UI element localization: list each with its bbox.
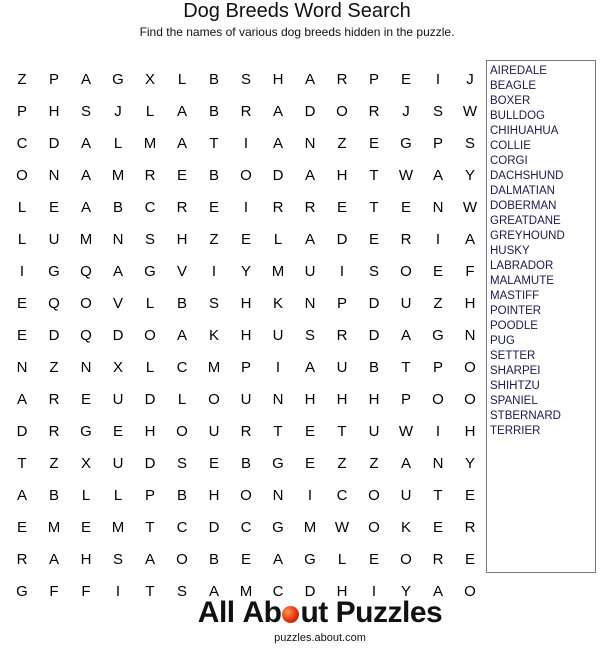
grid-letter[interactable]: M bbox=[143, 134, 157, 152]
word-list-item: SPANIEL bbox=[490, 395, 538, 407]
grid-letter[interactable]: O bbox=[464, 358, 476, 376]
grid-letter[interactable]: I bbox=[243, 134, 249, 152]
word-list-item: CHIHUAHUA bbox=[490, 125, 559, 137]
grid-letter[interactable]: B bbox=[112, 198, 123, 216]
grid-letter[interactable]: R bbox=[336, 326, 348, 344]
grid-letter[interactable]: E bbox=[368, 134, 379, 152]
grid-letter[interactable]: A bbox=[304, 166, 315, 184]
grid-letter[interactable]: H bbox=[272, 70, 284, 88]
grid-letter[interactable]: O bbox=[368, 486, 380, 504]
grid-letter[interactable]: D bbox=[368, 294, 380, 312]
grid-letter[interactable]: U bbox=[112, 454, 124, 472]
grid-letter[interactable]: I bbox=[211, 262, 217, 280]
grid-letter[interactable]: D bbox=[144, 454, 156, 472]
grid-letter[interactable]: P bbox=[48, 70, 59, 88]
grid-letter[interactable]: K bbox=[400, 518, 411, 536]
grid-letter[interactable]: T bbox=[145, 582, 155, 600]
grid-letter[interactable]: I bbox=[115, 582, 121, 600]
word-list-item: DOBERMAN bbox=[490, 200, 557, 212]
grid-letter[interactable]: H bbox=[464, 422, 476, 440]
grid-letter[interactable]: E bbox=[16, 518, 27, 536]
grid-letter[interactable]: R bbox=[240, 102, 252, 120]
grid-letter[interactable]: Z bbox=[369, 454, 379, 472]
grid-letter[interactable]: F bbox=[49, 582, 59, 600]
grid-letter[interactable]: A bbox=[304, 70, 315, 88]
grid-letter[interactable]: E bbox=[432, 518, 443, 536]
grid-letter[interactable]: N bbox=[304, 294, 316, 312]
word-list-item: LABRADOR bbox=[490, 260, 554, 272]
grid-letter[interactable]: A bbox=[16, 486, 27, 504]
grid-letter[interactable]: U bbox=[400, 486, 412, 504]
grid-letter[interactable]: C bbox=[240, 518, 252, 536]
grid-letter[interactable]: R bbox=[16, 550, 28, 568]
grid-letter[interactable]: C bbox=[336, 486, 348, 504]
grid-letter[interactable]: O bbox=[464, 390, 476, 408]
grid-letter[interactable]: A bbox=[80, 166, 91, 184]
grid-letter[interactable]: Z bbox=[49, 454, 59, 472]
grid-letter[interactable]: D bbox=[336, 230, 348, 248]
grid-letter[interactable]: C bbox=[16, 134, 28, 152]
grid-letter[interactable]: U bbox=[48, 230, 60, 248]
grid-letter[interactable]: U bbox=[304, 262, 316, 280]
grid-letter[interactable]: E bbox=[432, 262, 443, 280]
grid-letter[interactable]: O bbox=[240, 486, 252, 504]
grid-letter[interactable]: A bbox=[176, 102, 187, 120]
grid-letter[interactable]: S bbox=[112, 550, 123, 568]
grid-letter[interactable]: S bbox=[432, 102, 443, 120]
grid-letter[interactable]: Y bbox=[240, 262, 251, 280]
grid-letter[interactable]: R bbox=[304, 198, 316, 216]
red-ball-icon bbox=[282, 606, 299, 623]
grid-letter[interactable]: O bbox=[176, 550, 188, 568]
grid-letter[interactable]: U bbox=[208, 422, 220, 440]
grid-letter[interactable]: N bbox=[304, 134, 316, 152]
grid-letter[interactable]: D bbox=[368, 326, 380, 344]
grid-letter[interactable]: C bbox=[144, 198, 156, 216]
grid-letter[interactable]: E bbox=[240, 230, 251, 248]
grid-letter[interactable]: G bbox=[272, 518, 284, 536]
grid-letter[interactable]: O bbox=[80, 294, 92, 312]
grid-letter[interactable]: H bbox=[240, 294, 252, 312]
grid-letter[interactable]: A bbox=[304, 230, 315, 248]
grid-letter[interactable]: A bbox=[272, 102, 283, 120]
grid-letter[interactable]: P bbox=[16, 102, 27, 120]
grid-letter[interactable]: Q bbox=[80, 262, 92, 280]
grid-letter[interactable]: N bbox=[48, 166, 60, 184]
grid-letter[interactable]: A bbox=[432, 166, 443, 184]
grid-letter[interactable]: A bbox=[112, 262, 123, 280]
grid-letter[interactable]: H bbox=[464, 294, 476, 312]
grid-letter[interactable]: B bbox=[208, 70, 219, 88]
grid-letter[interactable]: C bbox=[272, 582, 284, 600]
grid-letter[interactable]: A bbox=[144, 550, 155, 568]
grid-letter[interactable]: D bbox=[144, 390, 156, 408]
grid-letter[interactable]: T bbox=[337, 422, 347, 440]
grid-letter[interactable]: D bbox=[304, 102, 316, 120]
word-list-item: GREATDANE bbox=[490, 215, 561, 227]
grid-letter[interactable]: A bbox=[400, 454, 411, 472]
grid-letter[interactable]: A bbox=[176, 326, 187, 344]
grid-letter[interactable]: N bbox=[464, 326, 476, 344]
grid-letter[interactable]: B bbox=[208, 102, 219, 120]
grid-letter[interactable]: I bbox=[435, 422, 441, 440]
grid-letter[interactable]: X bbox=[80, 454, 91, 472]
grid-letter[interactable]: G bbox=[16, 582, 28, 600]
grid-letter[interactable]: U bbox=[240, 390, 252, 408]
grid-letter[interactable]: O bbox=[176, 422, 188, 440]
grid-letter[interactable]: H bbox=[336, 390, 348, 408]
grid-letter[interactable]: D bbox=[112, 326, 124, 344]
grid-letter[interactable]: E bbox=[368, 230, 379, 248]
grid-letter[interactable]: E bbox=[336, 198, 347, 216]
grid-letter[interactable]: R bbox=[240, 422, 252, 440]
grid-letter[interactable]: Z bbox=[337, 134, 347, 152]
grid-letter[interactable]: T bbox=[369, 198, 379, 216]
word-list-item: DALMATIAN bbox=[490, 185, 555, 197]
grid-letter[interactable]: M bbox=[239, 582, 253, 600]
grid-letter[interactable]: X bbox=[112, 358, 123, 376]
grid-letter[interactable]: E bbox=[400, 70, 411, 88]
grid-letter[interactable]: I bbox=[275, 358, 281, 376]
word-list-item: MASTIFF bbox=[490, 290, 540, 302]
grid-letter[interactable]: Z bbox=[337, 454, 347, 472]
word-list-item: BEAGLE bbox=[490, 80, 537, 92]
grid-letter[interactable]: S bbox=[208, 294, 219, 312]
grid-letter[interactable]: L bbox=[113, 486, 123, 504]
grid-letter[interactable]: S bbox=[304, 326, 315, 344]
grid-letter[interactable]: H bbox=[208, 486, 220, 504]
grid-letter[interactable]: A bbox=[80, 198, 91, 216]
grid-letter[interactable]: I bbox=[371, 582, 377, 600]
grid-letter[interactable]: M bbox=[303, 518, 317, 536]
logo-text-puzzles: Puzzles bbox=[335, 596, 443, 629]
grid-letter[interactable]: A bbox=[176, 134, 187, 152]
grid-letter[interactable]: J bbox=[402, 102, 410, 120]
grid-letter[interactable]: R bbox=[464, 518, 476, 536]
grid-letter[interactable]: E bbox=[80, 518, 91, 536]
grid-letter[interactable]: Q bbox=[48, 294, 60, 312]
grid-letter[interactable]: M bbox=[111, 166, 125, 184]
grid-letter[interactable]: Y bbox=[464, 454, 475, 472]
grid-letter[interactable]: P bbox=[400, 390, 411, 408]
word-list-item: SETTER bbox=[490, 350, 536, 362]
grid-letter[interactable]: M bbox=[111, 518, 125, 536]
grid-letter[interactable]: D bbox=[272, 166, 284, 184]
grid-letter[interactable]: Y bbox=[464, 166, 475, 184]
grid-letter[interactable]: O bbox=[240, 166, 252, 184]
grid-letter[interactable]: E bbox=[176, 166, 187, 184]
grid-letter[interactable]: P bbox=[368, 70, 379, 88]
grid-letter[interactable]: A bbox=[400, 326, 411, 344]
grid-letter[interactable]: E bbox=[400, 198, 411, 216]
grid-letter[interactable]: U bbox=[272, 326, 284, 344]
grid-letter[interactable]: E bbox=[16, 326, 27, 344]
grid-letter[interactable]: W bbox=[462, 198, 478, 216]
grid-letter[interactable]: H bbox=[368, 390, 380, 408]
grid-letter[interactable]: A bbox=[432, 582, 443, 600]
grid-letter[interactable]: S bbox=[144, 230, 155, 248]
grid-letter[interactable]: E bbox=[304, 422, 315, 440]
grid-letter[interactable]: P bbox=[432, 358, 443, 376]
grid-letter[interactable]: T bbox=[433, 486, 443, 504]
grid-letter[interactable]: T bbox=[401, 358, 411, 376]
word-list-item: COLLIE bbox=[490, 140, 531, 152]
grid-letter[interactable]: P bbox=[144, 486, 155, 504]
grid-letter[interactable]: O bbox=[400, 262, 412, 280]
grid-letter[interactable]: R bbox=[48, 422, 60, 440]
grid-letter[interactable]: D bbox=[16, 422, 28, 440]
grid-letter[interactable]: I bbox=[19, 262, 25, 280]
grid-letter[interactable]: S bbox=[240, 70, 251, 88]
grid-letter[interactable]: T bbox=[145, 518, 155, 536]
word-list-item: STBERNARD bbox=[490, 410, 561, 422]
grid-letter[interactable]: B bbox=[368, 358, 379, 376]
grid-letter[interactable]: H bbox=[144, 422, 156, 440]
grid-letter[interactable]: I bbox=[435, 70, 441, 88]
grid-letter[interactable]: E bbox=[112, 422, 123, 440]
grid-letter[interactable]: K bbox=[272, 294, 283, 312]
grid-letter[interactable]: L bbox=[337, 550, 347, 568]
grid-letter[interactable]: H bbox=[176, 230, 188, 248]
grid-letter[interactable]: L bbox=[177, 390, 187, 408]
word-list-item: POODLE bbox=[490, 320, 538, 332]
grid-letter[interactable]: H bbox=[80, 550, 92, 568]
word-list-item: DACHSHUND bbox=[490, 170, 564, 182]
grid-letter[interactable]: S bbox=[368, 262, 379, 280]
grid-letter[interactable]: Z bbox=[17, 70, 27, 88]
grid-letter[interactable]: B bbox=[176, 486, 187, 504]
grid-letter[interactable]: O bbox=[16, 166, 28, 184]
grid-letter[interactable]: A bbox=[272, 550, 283, 568]
site-logo[interactable] bbox=[0, 597, 600, 629]
grid-letter[interactable]: U bbox=[336, 358, 348, 376]
grid-letter[interactable]: L bbox=[145, 294, 155, 312]
grid-letter[interactable]: S bbox=[176, 582, 187, 600]
grid-letter[interactable]: C bbox=[176, 358, 188, 376]
grid-letter[interactable]: P bbox=[336, 294, 347, 312]
grid-letter[interactable]: L bbox=[17, 198, 27, 216]
grid-letter[interactable]: R bbox=[336, 70, 348, 88]
grid-letter[interactable]: D bbox=[208, 518, 220, 536]
grid-letter[interactable]: Y bbox=[400, 582, 411, 600]
grid-letter[interactable]: N bbox=[272, 486, 284, 504]
grid-letter[interactable]: X bbox=[144, 70, 155, 88]
grid-letter[interactable]: E bbox=[208, 198, 219, 216]
grid-letter[interactable]: Z bbox=[209, 230, 219, 248]
logo-text-all: All bbox=[197, 596, 235, 629]
grid-letter[interactable]: L bbox=[81, 486, 91, 504]
grid-letter[interactable]: O bbox=[144, 326, 156, 344]
grid-letter[interactable]: H bbox=[48, 102, 60, 120]
grid-letter[interactable]: L bbox=[113, 134, 123, 152]
grid-letter[interactable]: E bbox=[464, 550, 475, 568]
grid-letter[interactable]: A bbox=[16, 390, 27, 408]
grid-letter[interactable]: R bbox=[400, 230, 412, 248]
letter-grid bbox=[6, 63, 486, 600]
grid-letter[interactable]: S bbox=[464, 134, 475, 152]
grid-letter[interactable]: H bbox=[336, 166, 348, 184]
grid-letter[interactable]: E bbox=[304, 454, 315, 472]
page-subtitle: Find the names of various dog breeds hidden in the puzzle. bbox=[139, 25, 455, 39]
grid-letter[interactable]: U bbox=[400, 294, 412, 312]
grid-letter[interactable]: O bbox=[400, 550, 412, 568]
grid-letter[interactable]: R bbox=[272, 198, 284, 216]
word-list-item: TERRIER bbox=[490, 425, 541, 437]
grid-letter[interactable]: L bbox=[273, 230, 283, 248]
grid-letter[interactable]: H bbox=[240, 326, 252, 344]
grid-letter[interactable]: E bbox=[48, 198, 59, 216]
grid-letter[interactable]: E bbox=[464, 486, 475, 504]
word-list-item: PUG bbox=[490, 335, 515, 347]
grid-letter[interactable]: I bbox=[339, 262, 345, 280]
grid-letter[interactable]: G bbox=[432, 326, 444, 344]
word-list-item: CORGI bbox=[490, 155, 528, 167]
word-list-item: MALAMUTE bbox=[490, 275, 554, 287]
grid-letter[interactable]: T bbox=[273, 422, 283, 440]
word-list-item: GREYHOUND bbox=[490, 230, 565, 242]
grid-letter[interactable]: N bbox=[80, 358, 92, 376]
grid-letter[interactable]: A bbox=[80, 70, 91, 88]
grid-letter[interactable]: N bbox=[432, 198, 444, 216]
grid-letter[interactable]: L bbox=[145, 358, 155, 376]
grid-letter[interactable]: O bbox=[368, 518, 380, 536]
grid-letter[interactable]: F bbox=[465, 262, 475, 280]
grid-letter[interactable]: T bbox=[209, 134, 219, 152]
grid-letter[interactable]: N bbox=[432, 454, 444, 472]
word-list-item: HUSKY bbox=[490, 245, 530, 257]
grid-letter[interactable]: V bbox=[176, 262, 187, 280]
grid-letter[interactable]: E bbox=[240, 550, 251, 568]
grid-letter[interactable]: G bbox=[48, 262, 60, 280]
grid-letter[interactable]: L bbox=[177, 70, 187, 88]
grid-letter[interactable]: J bbox=[114, 102, 122, 120]
grid-letter[interactable]: G bbox=[304, 550, 316, 568]
grid-letter[interactable]: E bbox=[368, 550, 379, 568]
grid-letter[interactable]: O bbox=[208, 390, 220, 408]
grid-letter[interactable]: L bbox=[17, 230, 27, 248]
grid-letter[interactable]: C bbox=[176, 518, 188, 536]
grid-letter[interactable]: B bbox=[208, 550, 219, 568]
grid-letter[interactable]: I bbox=[243, 198, 249, 216]
grid-letter[interactable]: M bbox=[47, 518, 61, 536]
grid-letter[interactable]: G bbox=[112, 70, 124, 88]
grid-letter[interactable]: E bbox=[208, 454, 219, 472]
grid-letter[interactable]: W bbox=[462, 102, 478, 120]
grid-letter[interactable]: W bbox=[398, 166, 414, 184]
grid-letter[interactable]: F bbox=[81, 582, 91, 600]
grid-letter[interactable]: G bbox=[400, 134, 412, 152]
grid-letter[interactable]: P bbox=[240, 358, 251, 376]
grid-letter[interactable]: S bbox=[176, 454, 187, 472]
word-list-item: SHIHTZU bbox=[490, 380, 540, 392]
grid-letter[interactable]: N bbox=[272, 390, 284, 408]
grid-letter[interactable]: A bbox=[464, 230, 475, 248]
grid-letter[interactable]: M bbox=[207, 358, 221, 376]
grid-letter[interactable]: H bbox=[304, 390, 316, 408]
grid-letter[interactable]: G bbox=[80, 422, 92, 440]
grid-letter[interactable]: A bbox=[48, 550, 59, 568]
grid-letter[interactable]: L bbox=[145, 102, 155, 120]
word-list-item: POINTER bbox=[490, 305, 542, 317]
grid-letter[interactable]: R bbox=[432, 550, 444, 568]
grid-letter[interactable]: A bbox=[80, 134, 91, 152]
grid-letter[interactable]: H bbox=[336, 582, 348, 600]
grid-letter[interactable]: G bbox=[272, 454, 284, 472]
grid-letter[interactable]: G bbox=[144, 262, 156, 280]
grid-letter[interactable]: R bbox=[144, 166, 156, 184]
word-list-item: AIREDALE bbox=[490, 65, 547, 77]
grid-letter[interactable]: R bbox=[48, 390, 60, 408]
grid-letter[interactable]: Q bbox=[80, 326, 92, 344]
grid-letter[interactable]: P bbox=[432, 134, 443, 152]
grid-letter[interactable]: A bbox=[272, 134, 283, 152]
grid-letter[interactable]: O bbox=[336, 102, 348, 120]
grid-letter[interactable]: E bbox=[16, 294, 27, 312]
grid-letter[interactable]: W bbox=[334, 518, 350, 536]
logo-tagline[interactable]: puzzles.about.com bbox=[274, 632, 366, 644]
grid-letter[interactable]: N bbox=[112, 230, 124, 248]
grid-letter[interactable]: R bbox=[368, 102, 380, 120]
logo-text-about-start: Ab bbox=[242, 596, 282, 629]
grid-letter[interactable]: E bbox=[80, 390, 91, 408]
grid-letter[interactable]: N bbox=[16, 358, 28, 376]
word-list-item: BOXER bbox=[490, 95, 531, 107]
grid-letter[interactable]: T bbox=[369, 166, 379, 184]
grid-letter[interactable]: R bbox=[176, 198, 188, 216]
grid-letter[interactable]: A bbox=[304, 358, 315, 376]
grid-letter[interactable]: U bbox=[368, 422, 380, 440]
grid-letter[interactable]: B bbox=[176, 294, 187, 312]
grid-letter[interactable]: Z bbox=[433, 294, 443, 312]
grid-letter[interactable]: U bbox=[112, 390, 124, 408]
grid-letter[interactable]: T bbox=[17, 454, 27, 472]
grid-letter[interactable]: B bbox=[240, 454, 251, 472]
grid-letter[interactable]: W bbox=[398, 422, 414, 440]
grid-letter[interactable]: I bbox=[307, 486, 313, 504]
grid-letter[interactable]: D bbox=[304, 582, 316, 600]
word-list-item: SHARPEI bbox=[490, 365, 541, 377]
grid-letter[interactable]: O bbox=[464, 582, 476, 600]
grid-letter[interactable]: B bbox=[208, 166, 219, 184]
grid-letter[interactable]: V bbox=[112, 294, 123, 312]
grid-letter[interactable]: D bbox=[48, 134, 60, 152]
page-title: Dog Breeds Word Search bbox=[183, 0, 411, 22]
word-list bbox=[486, 60, 596, 573]
grid-letter[interactable]: D bbox=[48, 326, 60, 344]
grid-letter[interactable]: A bbox=[208, 582, 219, 600]
grid-letter[interactable]: I bbox=[435, 230, 441, 248]
grid-letter[interactable]: J bbox=[466, 70, 474, 88]
grid-letter[interactable]: O bbox=[432, 390, 444, 408]
grid-letter[interactable]: B bbox=[48, 486, 59, 504]
grid-letter[interactable]: M bbox=[271, 262, 285, 280]
logo-text-about-end: ut bbox=[300, 596, 328, 629]
grid-letter[interactable]: S bbox=[80, 102, 91, 120]
grid-letter[interactable]: K bbox=[208, 326, 219, 344]
grid-letter[interactable]: Z bbox=[49, 358, 59, 376]
word-list-item: BULLDOG bbox=[490, 110, 545, 122]
grid-letter[interactable]: M bbox=[79, 230, 93, 248]
